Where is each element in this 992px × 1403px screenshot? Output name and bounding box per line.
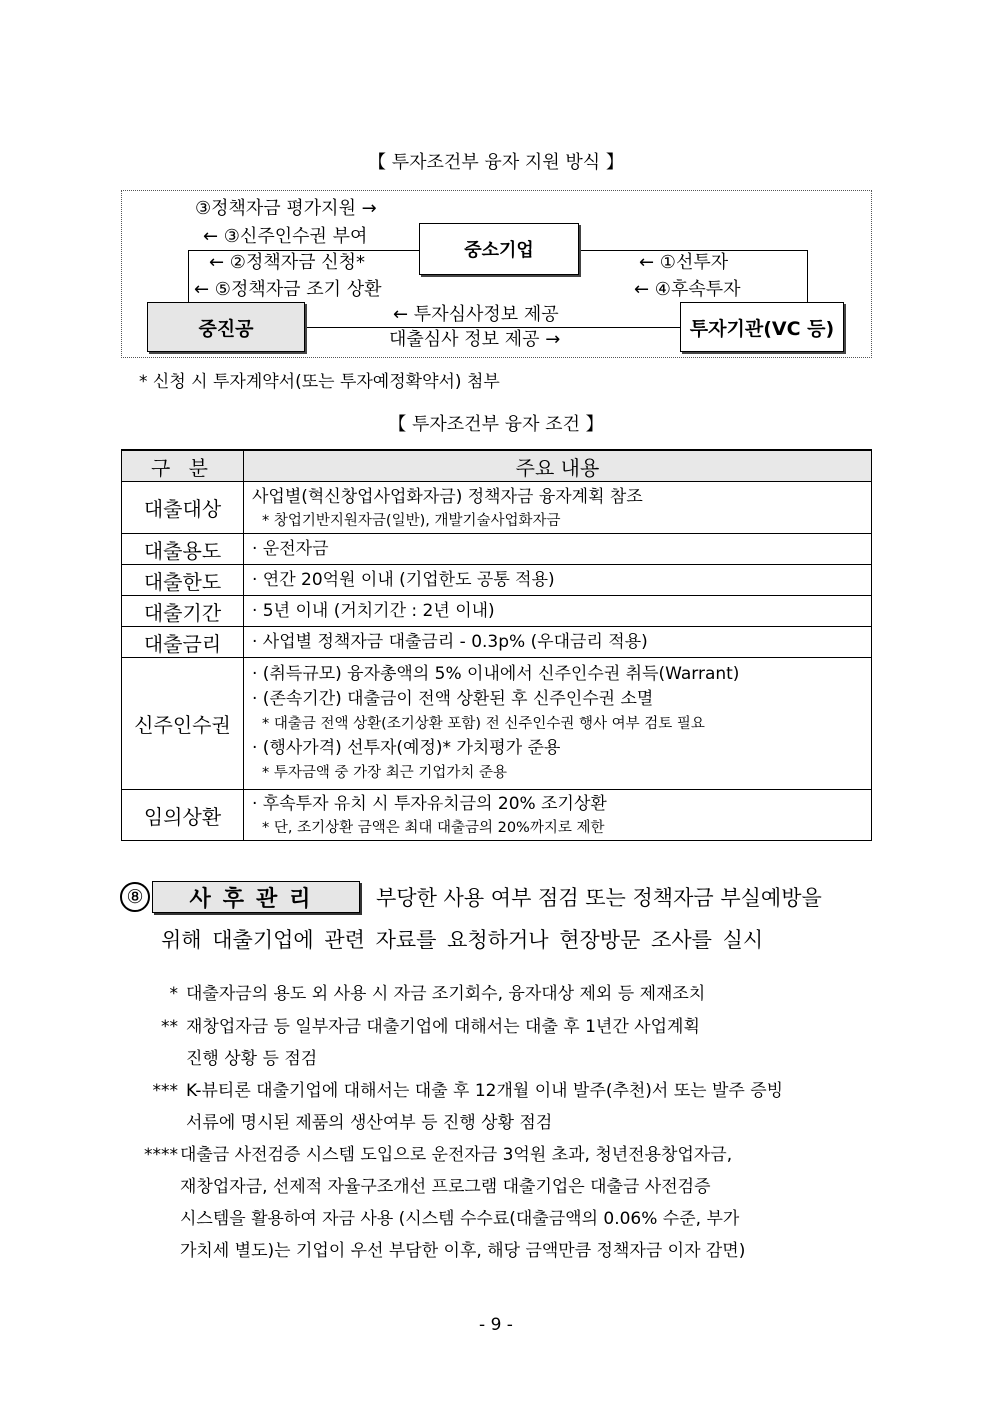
table-row [122,596,872,627]
support-method-diagram [121,190,872,358]
row-line: 사업별(혁신창업사업화자금) 정책자금 융자계획 참조 [252,486,643,507]
box-kosme: 중진공 [147,302,305,352]
table-row [122,790,872,841]
section-title-box: 사후관리 [152,881,360,913]
loan-conditions-table [121,449,872,841]
row-content [244,658,872,790]
arrow-invest-info-label: ← 투자심사정보 제공 [393,304,559,325]
row-category: 대출대상 [122,482,244,534]
line-vc-up [807,250,808,302]
row-category: 대출한도 [122,565,244,596]
page-number: - 9 - [479,1315,513,1335]
row-category: 대출용도 [122,534,244,565]
row-line: · (행사가격) 선투자(예정)* 가치평가 준용 [252,738,561,758]
row-line: · 후속투자 유치 시 투자유치금의 20% 조기상환 [252,794,607,814]
row-line: · (존속기간) 대출금이 전액 상환된 후 신주인수권 소멸 [252,689,654,709]
table-body [122,482,872,841]
row-content [244,534,872,565]
box-vc: 투자기관(VC 등) [680,302,844,352]
row-line: · (취득규모) 융자총액의 5% 이내에서 신주인수권 취득(Warrant) [252,664,740,684]
table-row [122,482,872,534]
note-line: 진행 상황 등 점검 [186,1049,318,1069]
row-category: 신주인수권 [122,658,244,790]
row-content [244,790,872,841]
note-line: 재창업자금 등 일부자금 대출기업에 대해서는 대출 후 1년간 사업계획 [186,1017,700,1037]
note-line: 대출금 사전검증 시스템 도입으로 운전자금 3억원 초과, 청년전용창업자금, [180,1145,733,1165]
note-mark: *** [152,1081,178,1101]
note-mark: **** [144,1145,178,1165]
table-row [122,534,872,565]
arrow-loan-info-label: 대출심사 정보 제공 → [389,329,561,350]
diagram-title: 【 투자조건부 융자 지원 방식 】 [368,152,624,173]
note-mark: ** [161,1017,178,1037]
row-content [244,627,872,658]
table-row [122,627,872,658]
row-line: · 사업별 정책자금 대출금리 - 0.3p% (우대금리 적용) [252,632,648,652]
note-line: 가치세 별도)는 기업이 우선 부담한 이후, 해당 금액만큼 정책자금 이자 감면) [180,1241,746,1261]
row-category: 임의상환 [122,790,244,841]
row-category: 대출금리 [122,627,244,658]
section-number: ⑧ [120,882,150,912]
row-category: 대출기간 [122,596,244,627]
table-header-row [122,450,872,482]
row-footnote: * 대출금 전액 상환(조기상환 포함) 전 신주인수권 행사 여부 검토 필요 [262,716,705,732]
section-text-line1: 부당한 사용 여부 점검 또는 정책자금 부실예방을 [376,886,822,910]
header-content: 주요 내용 [244,450,872,482]
diagram-note: * 신청 시 투자계약서(또는 투자예정확약서) 첨부 [139,372,500,392]
arrow-first-invest-label: ← ①선투자 [639,252,729,273]
row-footnote: * 투자금액 중 가장 최근 기업가치 준용 [262,765,508,781]
table-row [122,658,872,790]
row-footnote: * 단, 조기상환 금액은 최대 대출금의 20%까지로 제한 [262,820,605,836]
header-category: 구 분 [122,450,244,482]
box-sme: 중소기업 [419,223,579,275]
note-line: K-뷰티론 대출기업에 대해서는 대출 후 12개월 이내 발주(추천)서 또는 발주 증빙 [186,1081,784,1101]
arrow-follow-invest-label: ← ④후속투자 [634,279,741,300]
row-line: · 5년 이내 (거치기간 : 2년 이내) [252,601,495,621]
note-mark: * [169,984,178,1004]
line-kosme-up [188,250,189,302]
row-line: · 연간 20억원 이내 (기업한도 공통 적용) [252,570,555,590]
table-row [122,565,872,596]
arrow-apply-label: ← ②정책자금 신청* [209,252,365,273]
note-line: 대출자금의 용도 외 사용 시 자금 조기회수, 융자대상 제외 등 제재조치 [186,984,706,1004]
arrow-repay-label: ← ⑤정책자금 조기 상환 [194,279,382,300]
arrow-warrant-label: ← ③신주인수권 부여 [203,226,368,247]
row-footnote: * 창업기반지원자금(일반), 개발기술사업화자금 [262,512,561,529]
note-line: 재창업자금, 선제적 자율구조개선 프로그램 대출기업은 대출금 사전검증 [180,1177,711,1197]
arrow-eval-label: ③정책자금 평가지원 → [195,198,377,219]
row-content [244,482,872,534]
row-content [244,596,872,627]
note-line: 서류에 명시된 제품의 생산여부 등 진행 상황 점검 [186,1113,553,1133]
row-line: · 운전자금 [252,539,329,559]
section-text-line2: 위해 대출기업에 관련 자료를 요청하거나 현장방문 조사를 실시 [161,928,764,952]
note-line: 시스템을 활용하여 자금 사용 (시스템 수수료(대출금액의 0.06% 수준, 부가 [180,1209,740,1229]
row-content [244,565,872,596]
table-title: 【 투자조건부 융자 조건 】 [388,414,604,435]
